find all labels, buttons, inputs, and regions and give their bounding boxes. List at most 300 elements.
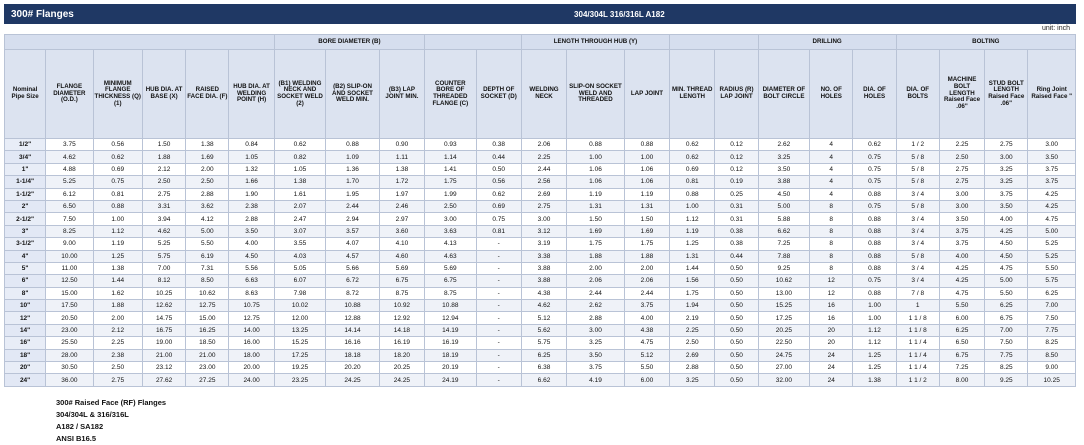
table-cell: 20.00 [229,362,274,374]
table-cell: - [476,250,521,262]
table-cell: - [476,362,521,374]
col-b1-welding-neck-socket-weld: (B1) WELDING NECK AND SOCKET WELD (2) [274,50,325,139]
table-row [5,324,1076,336]
table-cell: 0.56 [476,176,521,188]
table-cell: 0.62 [93,151,142,163]
footer-line-2: 304/304L & 316/316L [56,409,129,419]
machine-bolt-length-title: MACHINE BOLT LENGTH [947,76,977,97]
table-cell: 3.57 [326,225,380,237]
table-cell: 1.32 [229,163,274,175]
table-cell: 2.19 [670,312,715,324]
table-cell: 7.88 [758,250,809,262]
col-b3-lap-joint-min: (B3) LAP JOINT MIN. [379,50,424,139]
stud-bolt-length-rj-sub: Ring Joint Raised Face " [1031,86,1073,100]
table-cell: 3.50 [758,163,809,175]
table-cell: 4 [810,176,853,188]
table-cell: 14.75 [142,312,185,324]
col-counter-bore-threaded-flange: COUNTER BORE OF THREADED FLANGE (C) [425,50,476,139]
table-cell: 2.06 [521,139,566,151]
table-cell: 1.75 [567,238,625,250]
col-hub-dia-at-welding-point: HUB DIA. AT WELDING POINT (H) [229,50,274,139]
table-row [5,287,1076,299]
table-cell: 16.25 [186,324,229,336]
table-cell: 4.00 [624,312,669,324]
flange-table [4,34,1076,387]
table-cell: 2.75 [93,374,142,386]
table-cell: 8 [810,200,853,212]
table-cell: 5.62 [521,324,566,336]
table-cell: 1.00 [853,312,896,324]
table-cell: 2.47 [274,213,325,225]
table-cell: 0.88 [853,213,896,225]
table-cell: 10.62 [758,275,809,287]
table-cell: 6.00 [939,312,984,324]
table-cell: 1.31 [624,200,669,212]
table-cell: 6.75 [425,275,476,287]
table-cell: 1.31 [567,200,625,212]
table-cell: 1.19 [567,188,625,200]
table-cell: 0.50 [476,163,521,175]
table-cell: 16 [810,312,853,324]
table-cell: 0.75 [853,163,896,175]
table-cell: 5.75 [1028,275,1076,287]
group-blank-1 [5,35,275,50]
table-cell: 24 [810,349,853,361]
table-cell: 0.88 [670,188,715,200]
table-cell: 5.12 [624,349,669,361]
table-cell: 12.88 [326,312,380,324]
table-cell: 0.75 [853,151,896,163]
col-dia-of-holes: DIA. OF HOLES [853,50,896,139]
table-cell: 1.44 [670,262,715,274]
table-cell: 2.00 [567,262,625,274]
table-cell: 1.94 [670,300,715,312]
table-cell: 4 [810,188,853,200]
table-cell: 13.00 [758,287,809,299]
table-cell: 6.12 [46,188,93,200]
table-cell: 12.50 [46,275,93,287]
table-cell: 0.62 [476,188,521,200]
table-cell: 2.88 [670,362,715,374]
table-cell: 4.03 [274,250,325,262]
table-cell: 7.25 [758,238,809,250]
table-cell: 0.50 [715,300,758,312]
table-cell: 0.12 [715,139,758,151]
table-row [5,337,1076,349]
table-cell: 16.16 [326,337,380,349]
table-cell: 1 1 / 4 [896,362,939,374]
table-cell: 15.25 [274,337,325,349]
table-cell: 1.50 [142,139,185,151]
table-cell: 0.75 [476,213,521,225]
table-cell: 1.06 [624,176,669,188]
table-cell: 3.00 [425,213,476,225]
table-cell: 2.25 [670,324,715,336]
table-cell: 5.50 [939,300,984,312]
table-cell: 10.02 [274,300,325,312]
table-cell: 16.19 [379,337,424,349]
table-cell: 0.75 [853,275,896,287]
table-cell: - [476,312,521,324]
table-cell: 3.25 [985,176,1028,188]
table-cell: 3 / 4 [896,188,939,200]
table-cell: 17.50 [46,300,93,312]
table-cell: 1.12 [670,213,715,225]
table-cell: 7.50 [985,337,1028,349]
table-cell: 0.38 [476,139,521,151]
table-cell: 1.50 [624,213,669,225]
table-cell: 3.75 [1028,163,1076,175]
table-cell: 0.62 [274,139,325,151]
table-cell: 20.25 [379,362,424,374]
title-bar [4,4,1076,24]
table-cell: 14.19 [425,324,476,336]
table-cell: 5.00 [186,225,229,237]
table-row [5,238,1076,250]
table-cell: 2.44 [624,287,669,299]
table-cell: 0.82 [274,151,325,163]
table-cell: 0.88 [853,250,896,262]
table-cell: 4.62 [46,151,93,163]
table-cell: 2.44 [567,287,625,299]
col-lap-joint: LAP JOINT [624,50,669,139]
table-cell: 3.31 [142,200,185,212]
table-cell: 4.63 [425,250,476,262]
unit-note: unit: inch [1041,25,1070,32]
table-row [5,312,1076,324]
table-cell: 3 / 4 [896,225,939,237]
table-cell: 6.75 [379,275,424,287]
table-cell: 2.06 [567,275,625,287]
table-cell: 6.25 [521,349,566,361]
table-cell: 1.38 [186,139,229,151]
group-blank-3 [670,35,759,50]
table-cell: 8.12 [142,275,185,287]
table-cell: 6.38 [521,362,566,374]
table-cell: 1.44 [93,275,142,287]
table-cell: 11.00 [46,262,93,274]
table-cell: 3.50 [567,349,625,361]
table-cell: 5.00 [985,275,1028,287]
table-cell: 24 [810,362,853,374]
table-cell: 16.19 [425,337,476,349]
table-cell: 14.00 [229,324,274,336]
table-cell: 12.94 [425,312,476,324]
stud-bolt-length-rf-sub: Raised Face .06" [988,93,1025,107]
table-cell: - [476,275,521,287]
table-cell: 2.97 [379,213,424,225]
table-cell: 1.00 [567,151,625,163]
table-cell: 1.69 [624,225,669,237]
table-cell: 12 [810,287,853,299]
table-cell: 4.00 [985,213,1028,225]
table-cell: 10.88 [326,300,380,312]
table-cell: 1.88 [624,250,669,262]
table-cell: 7.50 [46,213,93,225]
table-cell: 20 [810,337,853,349]
table-cell: 8.00 [939,374,984,386]
table-cell: 8 [810,213,853,225]
table-head [5,35,1076,139]
table-cell: 2.38 [229,200,274,212]
table-cell: 3 / 4 [896,238,939,250]
table-cell: 0.25 [715,188,758,200]
table-cell: 0.50 [715,349,758,361]
table-cell: 3.50 [985,200,1028,212]
table-cell: 4.10 [379,238,424,250]
table-cell: 2.50 [425,200,476,212]
table-cell: 1.11 [379,151,424,163]
table-cell: 5.05 [274,262,325,274]
table-cell: 21.00 [142,349,185,361]
table-cell: 5 / 8 [896,151,939,163]
table-cell: 0.88 [853,287,896,299]
table-cell: 1.00 [624,151,669,163]
table-cell: 1.75 [624,238,669,250]
table-cell: 7.75 [985,349,1028,361]
table-cell: 10.25 [1028,374,1076,386]
table-cell: 4.19 [567,374,625,386]
table-cell: 3.60 [379,225,424,237]
table-cell: 2.46 [379,200,424,212]
table-cell: 20.25 [758,324,809,336]
table-cell: 0.88 [853,188,896,200]
table-cell: 2.50 [939,151,984,163]
table-cell: 3.07 [274,225,325,237]
col-min-flange-thickness: MINIMUM FLANGE THICKNESS (Q) (1) [93,50,142,139]
cell-nominal-pipe-size: 10" [5,300,46,312]
table-cell: 5.69 [379,262,424,274]
table-cell: 0.56 [93,139,142,151]
table-cell: 1.36 [326,163,380,175]
table-cell: 9.25 [758,262,809,274]
cell-nominal-pipe-size: 3/4" [5,151,46,163]
table-cell: 0.44 [476,151,521,163]
table-cell: 7 / 8 [896,287,939,299]
table-cell: 9.00 [1028,362,1076,374]
table-cell: 3.00 [521,213,566,225]
table-cell: 14.14 [326,324,380,336]
table-cell: 0.50 [715,324,758,336]
table-cell: 0.90 [379,139,424,151]
machine-bolt-length-sub: Raised Face .06" [943,96,981,111]
table-cell: 6.63 [229,275,274,287]
cell-nominal-pipe-size: 14" [5,324,46,336]
table-cell: 14.18 [379,324,424,336]
table-cell: 20.50 [46,312,93,324]
table-cell: 12.92 [379,312,424,324]
table-cell: 3.50 [939,213,984,225]
table-cell: 0.50 [715,287,758,299]
table-cell: 0.88 [93,200,142,212]
table-cell: 2.25 [939,139,984,151]
table-cell: 6.07 [274,275,325,287]
table-cell: 24.25 [379,374,424,386]
table-cell: 2.50 [186,176,229,188]
table-cell: 2.88 [567,312,625,324]
table-cell: 1.05 [274,163,325,175]
table-cell: 1.00 [93,213,142,225]
table-cell: 2.62 [567,300,625,312]
cell-nominal-pipe-size: 1/2" [5,139,46,151]
table-cell: 3.62 [186,200,229,212]
table-cell: 0.38 [715,238,758,250]
table-cell: 18.20 [379,349,424,361]
table-cell: 3.00 [1028,139,1076,151]
table-cell: 5.00 [1028,225,1076,237]
table-row [5,151,1076,163]
table-cell: 0.12 [715,163,758,175]
cell-nominal-pipe-size: 8" [5,287,46,299]
table-cell: 0.62 [670,151,715,163]
table-cell: 1.19 [624,188,669,200]
table-cell: 0.81 [476,225,521,237]
table-cell: 1.69 [186,151,229,163]
table-cell: 3.75 [46,139,93,151]
table-cell: 2.00 [186,163,229,175]
table-cell: 12.62 [142,300,185,312]
table-cell: 0.62 [670,139,715,151]
col-welding-neck: WELDING NECK [521,50,566,139]
table-cell: 5.25 [46,176,93,188]
table-cell: 0.88 [853,238,896,250]
table-cell: 12.00 [274,312,325,324]
table-cell: 1.88 [142,151,185,163]
table-cell: 4.38 [521,287,566,299]
table-cell: 10.92 [379,300,424,312]
table-cell: 2.94 [326,213,380,225]
table-cell: 13.25 [274,324,325,336]
table-cell: 4.75 [985,262,1028,274]
table-cell: 3.88 [521,275,566,287]
table-cell: 3.00 [985,151,1028,163]
table-cell: 6.25 [985,300,1028,312]
table-cell: 6.72 [326,275,380,287]
footer-line-3: A182 / SA182 [56,421,104,431]
table-cell: 0.62 [853,139,896,151]
table-cell: 15.00 [46,287,93,299]
table-cell: 1 / 2 [896,139,939,151]
table-cell: 8.63 [229,287,274,299]
table-cell: 3.75 [567,362,625,374]
table-cell: 24 [810,374,853,386]
table-cell: 4.25 [939,262,984,274]
table-cell: 3.25 [670,374,715,386]
col-hub-dia-at-base: HUB DIA. AT BASE (X) [142,50,185,139]
table-cell: 0.50 [715,362,758,374]
table-cell: 23.25 [274,374,325,386]
table-cell: 27.00 [758,362,809,374]
table-cell: 3.94 [142,213,185,225]
table-cell: 9.00 [46,238,93,250]
table-cell: 8.25 [46,225,93,237]
table-cell: 1.00 [853,300,896,312]
table-cell: 0.50 [715,275,758,287]
table-cell: 0.88 [853,262,896,274]
table-cell: 1.31 [670,250,715,262]
table-cell: 3.25 [758,151,809,163]
col-machine-bolt-length [939,50,984,139]
table-cell: 2.50 [142,176,185,188]
group-bore-diameter: BORE DIAMETER (B) [274,35,424,50]
cell-nominal-pipe-size: 6" [5,275,46,287]
col-depth-of-socket: DEPTH OF SOCKET (D) [476,50,521,139]
table-row [5,139,1076,151]
table-cell: 1.12 [93,225,142,237]
cell-nominal-pipe-size: 24" [5,374,46,386]
table-cell: 5.25 [142,238,185,250]
table-cell: 7.98 [274,287,325,299]
cell-nominal-pipe-size: 3-1/2" [5,238,46,250]
table-cell: 5.75 [142,250,185,262]
table-cell: 2.88 [229,213,274,225]
table-cell: 1.25 [853,362,896,374]
table-cell: 3.38 [521,250,566,262]
table-cell: 5.75 [521,337,566,349]
cell-nominal-pipe-size: 1-1/4" [5,176,46,188]
table-cell: 27.25 [186,374,229,386]
unit-note-row [4,24,1076,34]
table-cell: 15.25 [758,300,809,312]
group-blank-2 [425,35,522,50]
table-cell: 1.19 [670,225,715,237]
col-min-thread-length: MIN. THREAD LENGTH [670,50,715,139]
table-cell: 20.20 [326,362,380,374]
table-cell: 1.12 [853,337,896,349]
table-cell: 5.56 [229,262,274,274]
table-cell: 0.69 [93,163,142,175]
table-cell: - [476,324,521,336]
table-cell: 3 / 4 [896,275,939,287]
table-cell: 1.90 [229,188,274,200]
table-cell: 1 [896,300,939,312]
group-header-row [5,35,1076,50]
table-row [5,200,1076,212]
table-cell: 3.75 [985,188,1028,200]
table-cell: 8 [810,238,853,250]
cell-nominal-pipe-size: 12" [5,312,46,324]
table-cell: 6.62 [758,225,809,237]
table-cell: 20.19 [425,362,476,374]
table-cell: 2.69 [521,188,566,200]
table-cell: 4 [810,139,853,151]
table-cell: 1.95 [326,188,380,200]
table-cell: 21.00 [186,349,229,361]
table-cell: 0.88 [567,139,625,151]
table-cell: 9.25 [985,374,1028,386]
table-cell: 2.00 [624,262,669,274]
table-cell: 4.00 [229,238,274,250]
table-cell: 1 1 / 4 [896,337,939,349]
table-cell: 6.75 [985,312,1028,324]
col-stud-bolt-length-rj [1028,50,1076,139]
table-cell: 5 / 8 [896,163,939,175]
table-cell: 2.75 [521,200,566,212]
cell-nominal-pipe-size: 16" [5,337,46,349]
table-row [5,176,1076,188]
table-cell: 5.69 [425,262,476,274]
table-cell: 16.00 [229,337,274,349]
table-cell: 1.50 [567,213,625,225]
table-cell: 1.25 [670,238,715,250]
cell-nominal-pipe-size: 18" [5,349,46,361]
table-cell: 1.75 [425,176,476,188]
table-cell: 8.25 [985,362,1028,374]
table-cell: 6.50 [939,337,984,349]
table-cell: 3 / 4 [896,262,939,274]
table-cell: 2.50 [670,337,715,349]
table-cell: 6.25 [939,324,984,336]
